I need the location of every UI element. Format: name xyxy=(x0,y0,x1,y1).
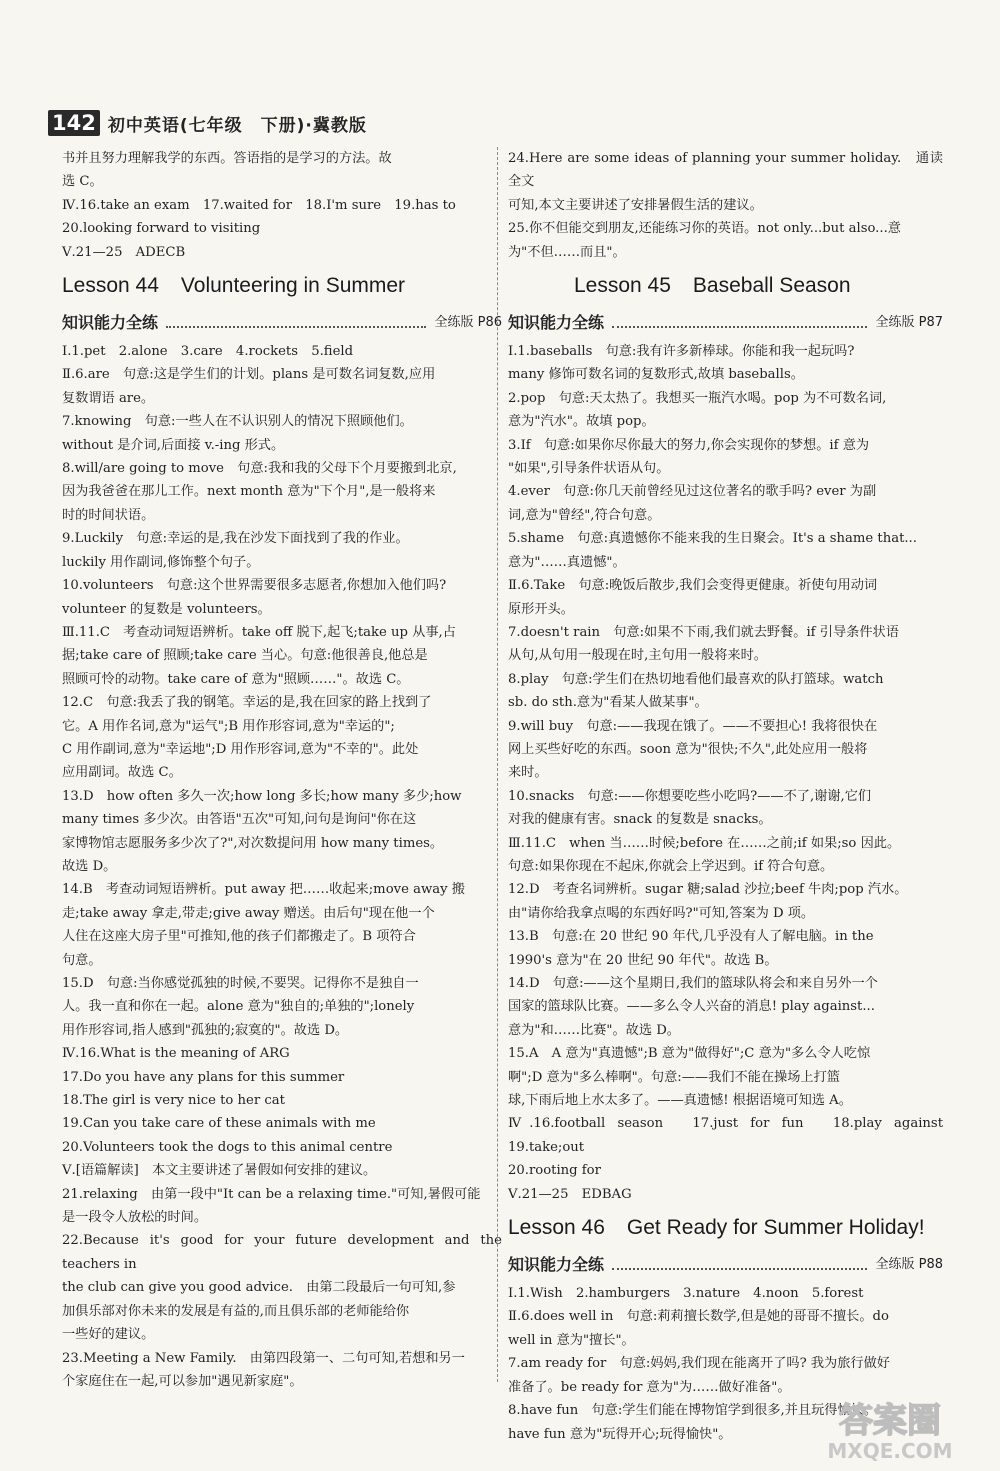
text-line: 球,下雨后地上水太多了。——真遗憾! 根据语境可知选 A。 xyxy=(508,1093,852,1109)
text-line: 19.Can you take care of these animals with me xyxy=(62,1116,376,1132)
lesson-number: Lesson 44 xyxy=(62,274,159,298)
text-line: Ⅱ.6.does well in 句意:莉莉擅长数学,但是她的哥哥不擅长。do xyxy=(508,1309,889,1325)
text-line: 20.rooting for xyxy=(508,1163,601,1179)
text-line: 8.will/are going to move 句意:我和我的父母下个月要搬到北京, xyxy=(62,461,457,477)
text-line: 9.Luckily 句意:幸运的是,我在沙发下面找到了我的作业。 xyxy=(62,531,409,547)
text-line: 用作形容词,指人感到"孤独的;寂寞的"。故选 D。 xyxy=(62,1022,349,1038)
text-line: 时的时间状语。 xyxy=(62,507,155,523)
text-line: 人。我一直和你在一起。alone 意为"独自的;单独的";lonely xyxy=(62,999,415,1015)
text-line: many times 多少次。由答语"五次"可知,问句是询问"你在这 xyxy=(62,812,417,828)
text-line: 它。A 用作名词,意为"运气";B 用作形容词,意为"幸运的"; xyxy=(62,718,395,734)
text-line: 意为"……真遗憾"。 xyxy=(508,554,626,570)
text-line: 来时。 xyxy=(508,765,548,781)
text-line: have fun 意为"玩得开心;玩得愉快"。 xyxy=(508,1426,732,1442)
text-line: 4.ever 句意:你几天前曾经见过这位著名的歌手吗? ever 为副 xyxy=(508,484,877,500)
text-line: Ⅲ.11.C when 当……时候;before 在……之前;if 如果;so 因此。 xyxy=(508,835,901,851)
text-line: 15.D 句意:当你感觉孤独的时候,不要哭。记得你不是独自一 xyxy=(62,976,419,991)
text-line: 人住在这座大房子里"可推知,他的孩子们都搬走了。B 项符合 xyxy=(62,929,416,945)
text-line: 句意:如果你现在不起床,你就会上学迟到。if 符合句意。 xyxy=(508,858,834,874)
text-line: 可知,本文主要讲述了安排暑假生活的建议。 xyxy=(508,197,763,213)
text-line: 句意。 xyxy=(62,952,102,968)
section-title: 知识能力全练 xyxy=(62,313,159,333)
text-line: 是一段令人放松的时间。 xyxy=(62,1210,208,1226)
text-line: 照顾可怜的动物。take care of 意为"照顾……"。故选 C。 xyxy=(62,671,410,687)
left-column xyxy=(62,147,502,1393)
text-line: 20.looking forward to visiting xyxy=(62,221,261,237)
section-heading xyxy=(508,1254,943,1276)
text-line: without 是介词,后面接 v.-ing 形式。 xyxy=(62,437,285,453)
text-line: 14.B 考查动词短语辨析。put away 把……收起来;move away 搬 xyxy=(62,882,465,898)
text-line: 应用副词。故选 C。 xyxy=(62,765,182,781)
text-line: 个家庭住在一起,可以参加"遇见新家庭"。 xyxy=(62,1373,303,1389)
lesson-title: Baseball Season xyxy=(692,274,851,298)
text-line: C 用作副词,意为"幸运地";D 用作形容词,意为"不幸的"。此处 xyxy=(62,741,419,757)
section-heading xyxy=(508,312,943,334)
text-line: 加俱乐部对你未来的发展是有益的,而且俱乐部的老师能给你 xyxy=(62,1303,410,1319)
text-line: 因为我爸爸在那儿工作。next month 意为"下个月",是一般将来 xyxy=(62,484,436,500)
svg-text:MXQE.COM: MXQE.COM xyxy=(827,1439,953,1463)
text-line: 原形开头。 xyxy=(508,601,574,617)
text-line: 为"不但……而且"。 xyxy=(508,244,626,260)
text-line: 9.will buy 句意:——我现在饿了。——不要担心! 我将很快在 xyxy=(508,718,878,734)
text-line: 22.Because it's good for your future development and the teachers in xyxy=(62,1233,502,1272)
text-line: 13.D how often 多久一次;how long 多长;how many 多少;how xyxy=(62,788,462,804)
text-line: 一些好的建议。 xyxy=(62,1327,155,1343)
dotted-leader xyxy=(612,326,867,328)
text-line: Ⅳ.16.What is the meaning of ARG xyxy=(62,1046,290,1062)
text-line: 21.relaxing 由第一段中"It can be a relaxing time."可知,暑假可能 xyxy=(62,1186,481,1202)
text-line: 23.Meeting a New Family. 由第四段第一、二句可知,若想和另一 xyxy=(62,1350,465,1366)
text-line: 对我的健康有害。snack 的复数是 snacks。 xyxy=(508,812,772,828)
text-line: Ⅱ.6.Take 句意:晚饭后散步,我们会变得更健康。祈使句用动词 xyxy=(508,578,878,594)
text-line: Ⅴ.21—25 EDBAG xyxy=(508,1186,632,1202)
text-line: 15.A A 意为"真遗憾";B 意为"做得好";C 意为"多么令人吃惊 xyxy=(508,1046,871,1062)
lesson-title: Volunteering in Summer xyxy=(180,274,406,298)
text-line: 5.shame 句意:真遗憾你不能来我的生日聚会。It's a shame that... xyxy=(508,531,917,547)
text-line: 准备了。be ready for 意为"为……做好准备"。 xyxy=(508,1379,791,1395)
book-title: 初中英语(七年级 下册)·冀教版 xyxy=(107,115,367,136)
text-line: many 修饰可数名词的复数形式,故填 baseballs。 xyxy=(508,367,804,383)
text-line: 14.D 句意:——这个星期日,我们的篮球队将会和来自另外一个 xyxy=(508,976,878,991)
text-line: 据;take care of 照顾;take care 当心。句意:他很善良,他总是 xyxy=(62,648,428,664)
text-line: Ⅰ.1.Wish 2.hamburgers 3.nature 4.noon 5.forest xyxy=(508,1286,864,1302)
text-line: 意为"汽水"。故填 pop。 xyxy=(508,414,655,430)
text-line: Ⅱ.6.are 句意:这是学生们的计划。plans 是可数名词复数,应用 xyxy=(62,367,436,383)
text-line: 10.volunteers 句意:这个世界需要很多志愿者,你想加入他们吗? xyxy=(62,578,447,594)
lesson-title: Get Ready for Summer Holiday! xyxy=(626,1216,925,1240)
text-line: 家博物馆志愿服务多少次了?",对次数提问用 how many times。 xyxy=(62,835,444,851)
text-line: Ⅰ.1.pet 2.alone 3.care 4.rockets 5.field xyxy=(62,344,354,360)
text-line: 13.B 句意:在 20 世纪 90 年代,几乎没有人了解电脑。in the xyxy=(508,929,874,945)
text-line: 7.am ready for 句意:妈妈,我们现在能离开了吗? 我为旅行做好 xyxy=(508,1356,890,1372)
text-line: 书并且努力理解我学的东西。答语指的是学习的方法。故 xyxy=(62,151,392,166)
text-line: 国家的篮球队比赛。——多么令人兴奋的消息! play against... xyxy=(508,999,875,1015)
section-heading xyxy=(62,312,502,334)
svg-text:答案圈: 答案圈 xyxy=(839,1401,941,1441)
column-divider xyxy=(497,147,498,1382)
text-line: 7.knowing 句意:一些人在不认识别人的情况下照顾他们。 xyxy=(62,414,413,430)
text-line: 12.D 考查名词辨析。sugar 糖;salad 沙拉;beef 牛肉;pop 汽水。 xyxy=(508,882,908,898)
text-line: 8.play 句意:学生们在热切地看他们最喜欢的队打篮球。watch xyxy=(508,671,884,687)
text-line: luckily 用作副词,修饰整个句子。 xyxy=(62,554,260,570)
text-line: 由"请你给我拿点喝的东西好吗?"可知,答案为 D 项。 xyxy=(508,905,815,921)
text-line: 1990's 意为"在 20 世纪 90 年代"。故选 B。 xyxy=(508,952,778,968)
text-line: 2.pop 句意:天太热了。我想买一瓶汽水喝。pop 为不可数名词, xyxy=(508,390,887,406)
lesson-number: Lesson 46 xyxy=(508,1216,605,1240)
text-line: 啊";D 意为"多么棒啊"。句意:——我们不能在操场上打篮 xyxy=(508,1069,840,1085)
text-line: Ⅴ.[语篇解读] 本文主要讲述了暑假如何安排的建议。 xyxy=(62,1163,377,1179)
text-line: 8.have fun 句意:学生们能在博物馆学到很多,并且玩得愉快。 xyxy=(508,1403,878,1419)
lesson-heading xyxy=(62,272,502,300)
text-line: Ⅲ.11.C 考查动词短语辨析。take off 脱下,起飞;take up 从事,占 xyxy=(62,624,456,640)
watermark-logo xyxy=(790,1392,990,1464)
text-line: 复数谓语 are。 xyxy=(62,390,155,406)
text-line: 7.doesn't rain 句意:如果不下雨,我们就去野餐。if 引导条件状语 xyxy=(508,624,899,640)
text-line: 从句,从句用一般现在时,主句用一般将来时。 xyxy=(508,648,767,664)
section-title: 知识能力全练 xyxy=(508,1255,605,1275)
page-number: 142 xyxy=(48,110,100,136)
text-line: volunteer 的复数是 volunteers。 xyxy=(62,601,271,617)
text-line: 10.snacks 句意:——你想要吃些小吃吗?——不了,谢谢,它们 xyxy=(508,788,872,804)
text-line: Ⅳ.16.take an exam 17.waited for 18.I'm sure 19.has to xyxy=(62,197,456,213)
section-title: 知识能力全练 xyxy=(508,313,605,333)
right-column xyxy=(508,147,957,1446)
text-line: 词,意为"曾经",符合句意。 xyxy=(508,507,661,523)
text-line: 意为"和……比赛"。故选 D。 xyxy=(508,1022,680,1038)
dotted-leader xyxy=(612,1268,867,1270)
text-line: 25.你不但能交到朋友,还能练习你的英语。not only...but also...意 xyxy=(508,221,901,237)
text-line: "如果",引导条件状语从句。 xyxy=(508,461,670,477)
text-line: 17.Do you have any plans for this summer xyxy=(62,1069,345,1085)
page-header xyxy=(48,108,367,138)
text-line: Ⅰ.1.baseballs 句意:我有许多新棒球。你能和我一起玩吗? xyxy=(508,344,855,360)
lesson-heading xyxy=(508,1214,943,1242)
text-line: 网上买些好吃的东西。soon 意为"很快;不久",此处应用一般将 xyxy=(508,741,868,757)
text-line: Ⅴ.21—25 ADECB xyxy=(62,244,186,260)
text-line: 24.Here are some ideas of planning your summer holiday. 通读全文 xyxy=(508,151,943,190)
text-line: 选 C。 xyxy=(62,174,103,190)
text-line: 12.C 句意:我丢了我的钢笔。幸运的是,我在回家的路上找到了 xyxy=(62,695,432,711)
text-line: Ⅳ.16.football season 17.just for fun 18.play against 19.take;out xyxy=(508,1116,957,1155)
text-line: 18.The girl is very nice to her cat xyxy=(62,1093,285,1109)
text-line: well in 意为"擅长"。 xyxy=(508,1332,635,1348)
text-line: 走;take away 拿走,带走;give away 赠送。由后句"现在他一个 xyxy=(62,905,435,921)
text-line: 20.Volunteers took the dogs to this animal centre xyxy=(62,1139,393,1155)
page-reference: 全练版 P87 xyxy=(875,315,943,331)
text-line: 3.If 句意:如果你尽你最大的努力,你会实现你的梦想。if 意为 xyxy=(508,437,870,453)
dotted-leader xyxy=(166,326,426,328)
page-reference: 全练版 P88 xyxy=(875,1257,943,1273)
lesson-heading xyxy=(508,272,943,300)
page-reference: 全练版 P86 xyxy=(434,315,502,331)
lesson-number: Lesson 45 xyxy=(574,274,671,298)
text-line: the club can give you good advice. 由第二段最后一句可知,参 xyxy=(62,1280,456,1296)
text-line: sb. do sth.意为"看某人做某事"。 xyxy=(508,695,708,711)
text-line: 故选 D。 xyxy=(62,858,117,874)
